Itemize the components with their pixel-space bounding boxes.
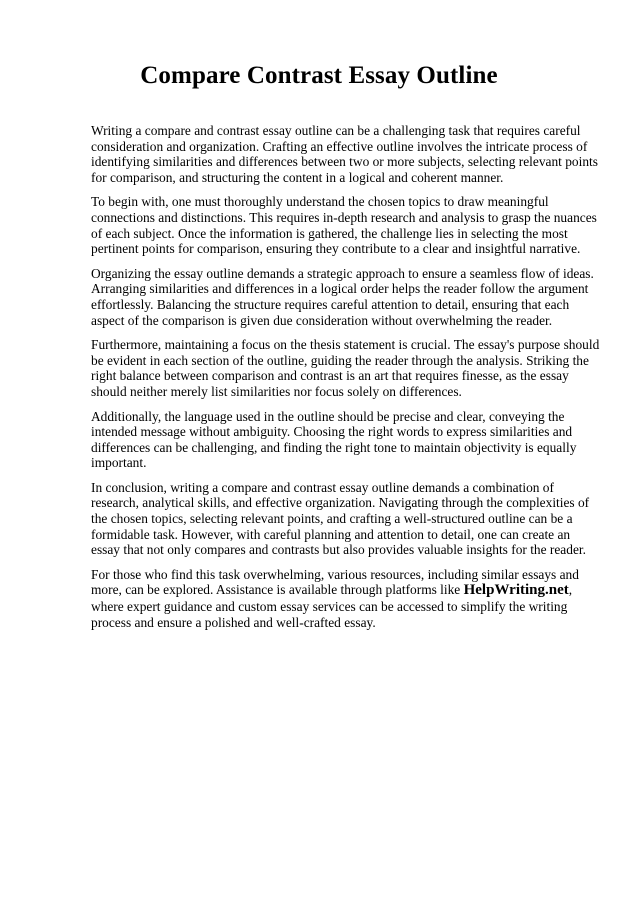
resources-text-before-link: For those who find this task overwhelming, various resources, including similar essays and more, can be explored. Assistance is available through platforms like <box>91 566 579 598</box>
helpwriting-link[interactable]: HelpWriting.net <box>463 582 569 599</box>
paragraph-conclusion: In conclusion, writing a compare and contrast essay outline demands a combination of research, analytical skills, and effective organization. Navigating through the complexities of the chosen topics, selecting relevant points, and crafting a well-structured outline can be a formidable task. However, with careful planning and attention to detail, one can create an essay that not only compares and contrasts but also provides valuable insights for the reader. <box>91 479 590 558</box>
paragraph-thesis: Furthermore, maintaining a focus on the thesis statement is crucial. The essay's purpose should be evident in each section of the outline, guiding the reader through the analysis. Striking the right balance between comparison and contrast is an art that requires finesse, as the essay should neither merely list similarities nor focus solely on differences. <box>91 337 600 399</box>
paragraph-organization: Organizing the essay outline demands a strategic approach to ensure a seamless flow of ideas. Arranging similarities and differences in a logical order helps the reader follow the argument effortlessly. Balancing the structure requires careful attention to detail, ensuring that each aspect of the comparison is given due consideration without overwhelming the reader. <box>91 265 594 328</box>
paragraph-intro: Writing a compare and contrast essay outline can be a challenging task that requires careful consideration and organization. Crafting an effective outline involves the intricate process of identifying similarities and differences between two or more subjects, selecting relevant points for comparison, and structuring the content in a logical and coherent manner. <box>91 123 598 185</box>
paragraph-resources <box>91 567 601 630</box>
resources-text-after-link: , where expert guidance and custom essay services can be accessed to simplify the writing process and ensure a polished and well-crafted essay. <box>91 582 573 630</box>
document-body <box>91 123 601 639</box>
paragraph-language: Additionally, the language used in the outline should be precise and clear, conveying the intended message without ambiguity. Choosing the right words to express similarities and differences can be challenging, and finding the right tone to maintain objectivity is equally important. <box>91 408 577 471</box>
paragraph-research: To begin with, one must thoroughly understand the chosen topics to draw meaningful connections and distinctions. This requires in-depth research and analysis to grasp the nuances of each subject. Once the information is gathered, the challenge lies in selecting the most pertinent points for comparison, ensuring they contribute to a clear and insightful narrative. <box>91 194 597 257</box>
document-title: Compare Contrast Essay Outline <box>140 62 498 89</box>
